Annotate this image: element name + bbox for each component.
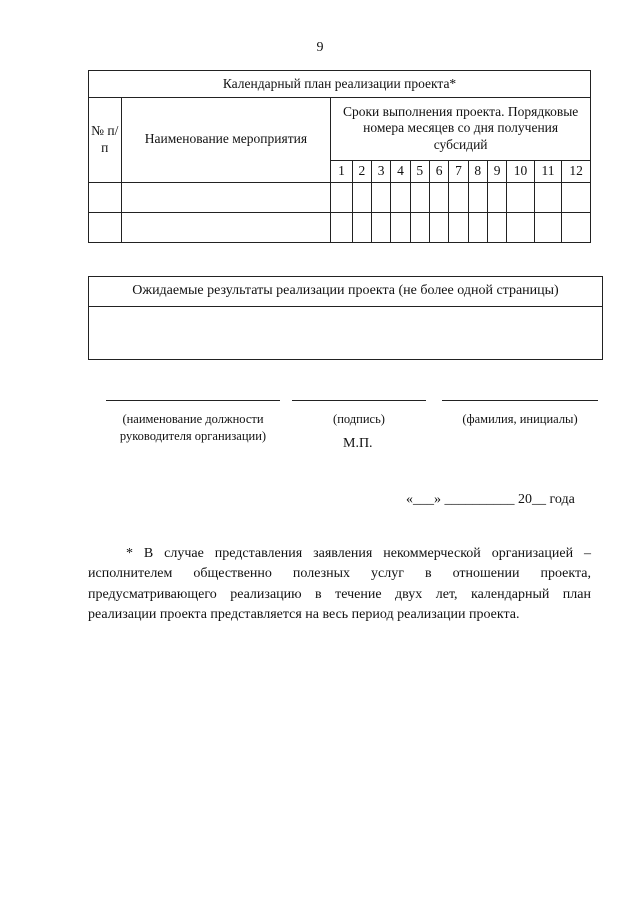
footnote — [88, 544, 591, 625]
plan-table-title: Календарный план реализации проекта* — [89, 71, 591, 98]
month-header: 8 — [468, 160, 487, 182]
signature-line-name — [442, 400, 598, 401]
signature-label: (подпись) — [333, 412, 385, 426]
month-header: 7 — [449, 160, 468, 182]
footnote-text: * В случае представления заявления некоммерческой организацией – исполнителем общественно полезных услуг в отношении проекта, предусматривающего реализацию в течение двух лет, календарный план реализации проекта представляется на весь период реализации проекта. — [88, 546, 591, 622]
expected-results-title: Ожидаемые результаты реализации проекта (не более одной страницы) — [89, 277, 602, 307]
stamp-place: М.П. — [343, 436, 373, 451]
calendar-plan-table — [88, 70, 591, 243]
col-header-terms: Сроки выполнения проекта. Порядковые номера месяцев со дня получения субсидий — [331, 98, 591, 160]
signature-line-position — [106, 400, 280, 401]
month-header: 11 — [534, 160, 561, 182]
month-header: 10 — [507, 160, 534, 182]
table-row — [89, 182, 591, 212]
month-header: 3 — [371, 160, 390, 182]
signature-line-sign — [292, 400, 426, 401]
name-label: (фамилия, инициалы) — [462, 412, 578, 426]
month-header: 4 — [391, 160, 410, 182]
month-header: 6 — [429, 160, 448, 182]
month-header: 1 — [331, 160, 352, 182]
col-header-event: Наименование мероприятия — [121, 98, 331, 182]
col-header-number: № п/п — [89, 98, 122, 182]
month-header: 12 — [562, 160, 591, 182]
expected-results-box — [88, 276, 603, 360]
month-header: 2 — [352, 160, 371, 182]
page-number: 9 — [316, 40, 324, 55]
month-header: 9 — [487, 160, 506, 182]
table-row — [89, 212, 591, 242]
date-line: «___» __________ 20__ года — [406, 492, 575, 507]
position-label: (наименование должности руководителя организации) — [119, 412, 267, 443]
month-header: 5 — [410, 160, 429, 182]
